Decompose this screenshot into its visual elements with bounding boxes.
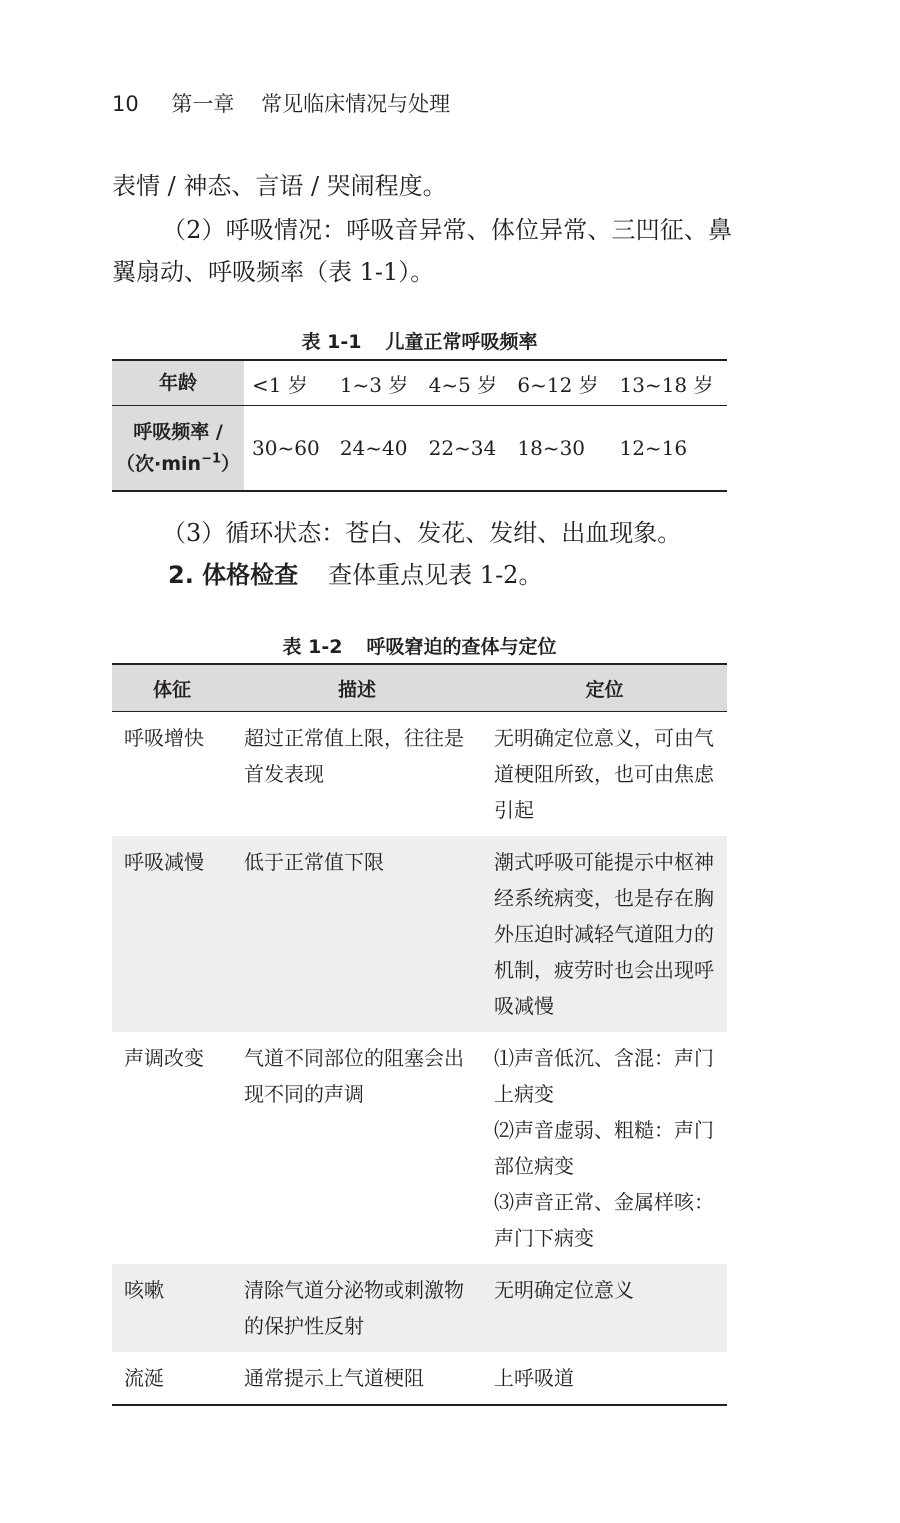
sign-cell: 声调改变 [124,1046,204,1070]
table-row [112,836,727,1032]
respiratory-distress-table [112,663,727,1406]
rate-cell: 30~60 [252,436,320,460]
table-header-row [112,664,727,712]
location-cell: 上呼吸道 [494,1366,574,1390]
rate-cell: 18~30 [517,436,586,460]
location-cell: 潮式呼吸可能提示中枢神经系统病变，也是存在胸外压迫时减轻气道阻力的机制，疲劳时也会出现呼吸减慢 [482,836,727,1032]
table-row [112,1032,727,1264]
respiratory-rate-table [112,359,727,492]
rate-header-line1: 呼吸频率 / [133,421,223,443]
table-row [112,360,727,406]
rate-header-line2: （次·min [116,453,202,475]
sign-cell: 呼吸增快 [124,726,204,750]
table-1-title: 儿童正常呼吸频率 [385,331,538,353]
table-1-number: 表 1-1 [301,331,362,353]
rate-cell: 12~16 [619,436,688,460]
sign-cell: 呼吸减慢 [112,836,232,1032]
age-cell: 6~12 岁 [509,360,611,406]
description-cell: 通常提示上气道梗阻 [244,1366,424,1390]
sign-cell: 流涎 [124,1366,164,1390]
table-row [112,406,727,492]
age-cell: 13~18 岁 [611,360,727,406]
age-cell: 1~3 岁 [332,360,421,406]
description-cell: 低于正常值下限 [232,836,482,1032]
column-header: 定位 [482,664,727,712]
location-item: ⑶声音正常、金属样咳：声门下病变 [494,1190,714,1250]
table-2-title: 呼吸窘迫的查体与定位 [366,636,557,658]
rate-header-sup: −1 [201,451,222,467]
section-2-label: 2. 体格检查 [168,561,299,589]
table-row [112,712,727,837]
column-header: 描述 [232,664,482,712]
table-row [112,1264,727,1352]
table-2-number: 表 1-2 [282,636,343,658]
rate-cell: 22~34 [428,436,497,460]
section-2 [112,554,732,596]
description-cell: 超过正常值上限，往往是首发表现 [244,726,464,786]
section-2-text: 查体重点见表 1-2。 [328,561,543,589]
location-item: ⑴声音低沉、含混：声门上病变 [494,1046,714,1106]
location-item: ⑵声音虚弱、粗糙：声门部位病变 [494,1118,714,1178]
table-1-caption [112,327,727,354]
description-cell: 气道不同部位的阻塞会出现不同的声调 [244,1046,464,1106]
paragraph-1: 表情 / 神态、言语 / 哭闹程度。 [112,172,447,200]
page-number: 10 [112,92,139,116]
rate-header-close: ） [221,453,241,475]
rate-row-header [112,406,244,492]
location-cell [482,1032,727,1264]
paragraph-3: （3）循环状态：苍白、发花、发绀、出血现象。 [162,519,682,547]
age-cell: <1 岁 [244,360,332,406]
paragraph-2: （2）呼吸情况：呼吸音异常、体位异常、三凹征、鼻翼扇动、呼吸频率（表 1-1）。 [112,216,732,286]
location-cell: 无明确定位意义 [482,1264,727,1352]
sign-cell: 咳嗽 [112,1264,232,1352]
table-2-caption [112,632,727,659]
table-row [112,1352,727,1405]
chapter-label: 第一章 [171,92,235,116]
location-cell: 无明确定位意义，可由气道梗阻所致，也可由焦虑引起 [494,726,714,822]
age-cell: 4~5 岁 [421,360,510,406]
column-header: 体征 [112,664,232,712]
description-cell: 清除气道分泌物或刺激物的保护性反射 [232,1264,482,1352]
running-header [112,88,450,118]
rate-cell: 24~40 [339,436,408,460]
age-row-header: 年龄 [112,360,244,406]
chapter-title: 常见临床情况与处理 [261,92,451,116]
